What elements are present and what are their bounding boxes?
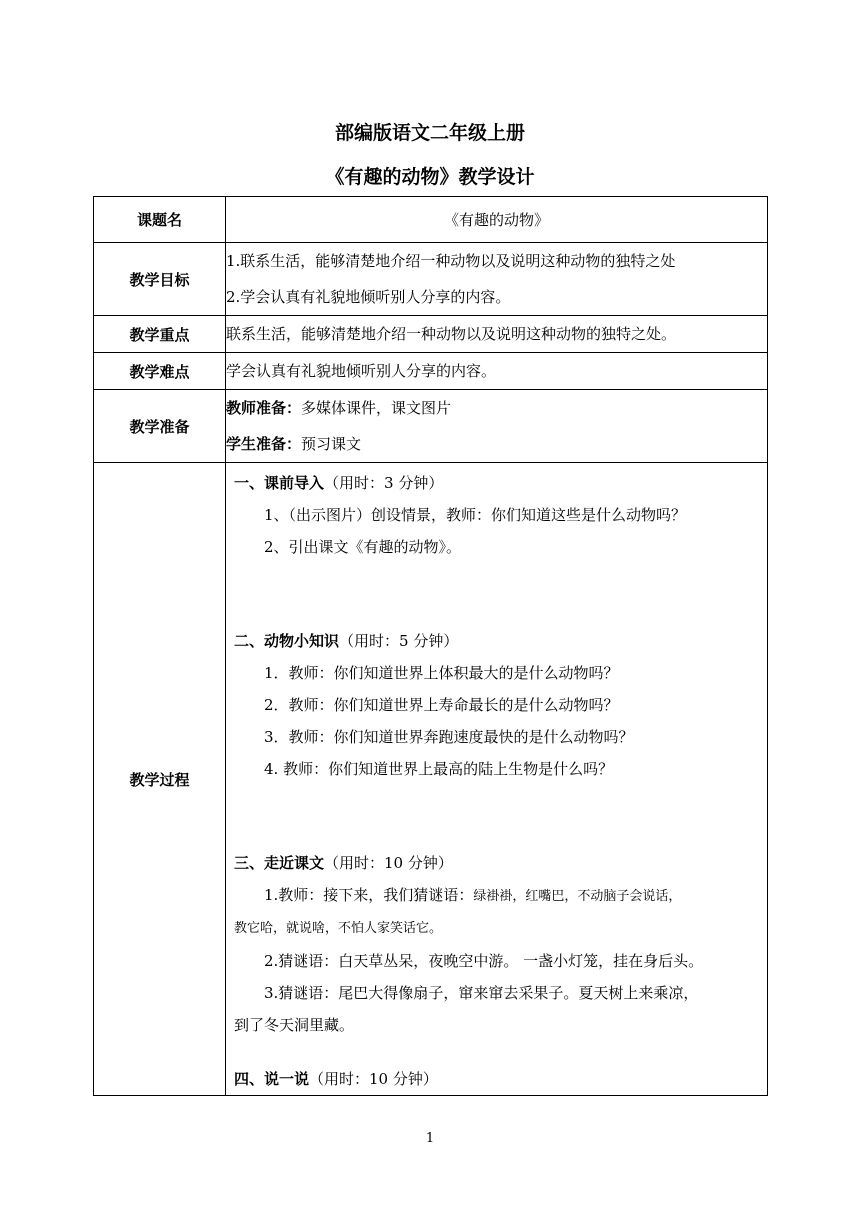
- student-prep-label: 学生准备：: [226, 435, 302, 453]
- section-3-item-1: [234, 879, 759, 913]
- section-4-title: 四、说一说: [234, 1070, 310, 1088]
- section-2-item: 2．教师：你们知道世界上寿命最长的是什么动物吗？: [264, 696, 619, 714]
- process-cell: [226, 463, 768, 1096]
- row-process: [94, 463, 768, 1096]
- teacher-prep-value: 多媒体课件，课文图片: [301, 399, 452, 417]
- section-2-time: （用时：5 分钟）: [339, 632, 459, 650]
- teacher-prep-label: 教师准备：: [226, 399, 302, 417]
- section-4-heading: [234, 1063, 759, 1095]
- section-3-item-1-prefix: 1.教师：接下来，我们猜谜语：: [264, 886, 474, 904]
- section-1-title: 一、课前导入: [234, 474, 325, 492]
- section-4-time: （用时：10 分钟）: [309, 1070, 438, 1088]
- topic-label: 课题名: [94, 197, 226, 243]
- row-topic: [94, 197, 768, 243]
- page-number: 1: [425, 1131, 435, 1146]
- key-point-value: 联系生活，能够清楚地介绍一种动物以及说明这种动物的独特之处。: [226, 316, 768, 353]
- section-3-time: （用时：10 分钟）: [324, 854, 453, 872]
- section-2-item: 4. 教师：你们知道世界上最高的陆上生物是什么吗？: [264, 760, 614, 778]
- row-key-point: [94, 316, 768, 353]
- row-difficulty: [94, 353, 768, 390]
- section-1-heading: [234, 467, 759, 499]
- section-1-item: 2、引出课文《有趣的动物》。: [264, 538, 462, 556]
- goal-item: 2.学会认真有礼貌地倾听别人分享的内容。: [226, 288, 511, 306]
- goals-cell: [226, 243, 768, 316]
- key-point-label: 教学重点: [94, 316, 226, 353]
- preparation-label: 教学准备: [94, 390, 226, 463]
- section-3-item-1-riddle: 绿褂褂，红嘴巴，不动脑子会说话，: [473, 889, 682, 904]
- section-3-item-3-line-2: 到了冬天洞里藏。: [234, 1016, 355, 1034]
- student-prep: [226, 426, 767, 462]
- section-2-item: 3．教师：你们知道世界奔跑速度最快的是什么动物吗？: [264, 728, 634, 746]
- row-preparation: [94, 390, 768, 463]
- section-3-item-2: 2.猜谜语：白天草丛呆，夜晚空中游。 一盏小灯笼，挂在身后头。: [264, 952, 704, 970]
- section-2-item: 1．教师：你们知道世界上体积最大的是什么动物吗？: [264, 664, 619, 682]
- document-title: 部编版语文二年级上册: [334, 122, 525, 144]
- difficulty-label: 教学难点: [94, 353, 226, 390]
- row-goals: [94, 243, 768, 316]
- preparation-cell: [226, 390, 768, 463]
- section-2-heading: [234, 625, 759, 657]
- goals-label: 教学目标: [94, 243, 226, 316]
- student-prep-value: 预习课文: [301, 435, 362, 453]
- difficulty-value: 学会认真有礼貌地倾听别人分享的内容。: [226, 353, 768, 390]
- section-3-item-1-cont: 教它哈，就说啥，不怕人家笑话它。: [234, 921, 443, 936]
- topic-value: 《有趣的动物》: [226, 197, 768, 243]
- section-3-item-3-line-1: 3.猜谜语：尾巴大得像扇子，窜来窜去采果子。夏天树上来乘凉，: [264, 984, 699, 1002]
- section-3-heading: [234, 847, 759, 879]
- document-subtitle: 《有趣的动物》教学设计: [325, 166, 535, 188]
- process-label: 教学过程: [94, 463, 226, 1096]
- section-1-item: 1、（出示图片）创设情景，教师：你们知道这些是什么动物吗？: [264, 506, 687, 524]
- teacher-prep: [226, 390, 767, 426]
- lesson-plan-table: [93, 196, 768, 1096]
- section-2-title: 二、动物小知识: [234, 632, 340, 650]
- section-3-title: 三、走近课文: [234, 854, 325, 872]
- goal-item: 1.联系生活，能够清楚地介绍一种动物以及说明这种动物的独特之处: [226, 252, 676, 270]
- section-1-time: （用时：3 分钟）: [324, 474, 444, 492]
